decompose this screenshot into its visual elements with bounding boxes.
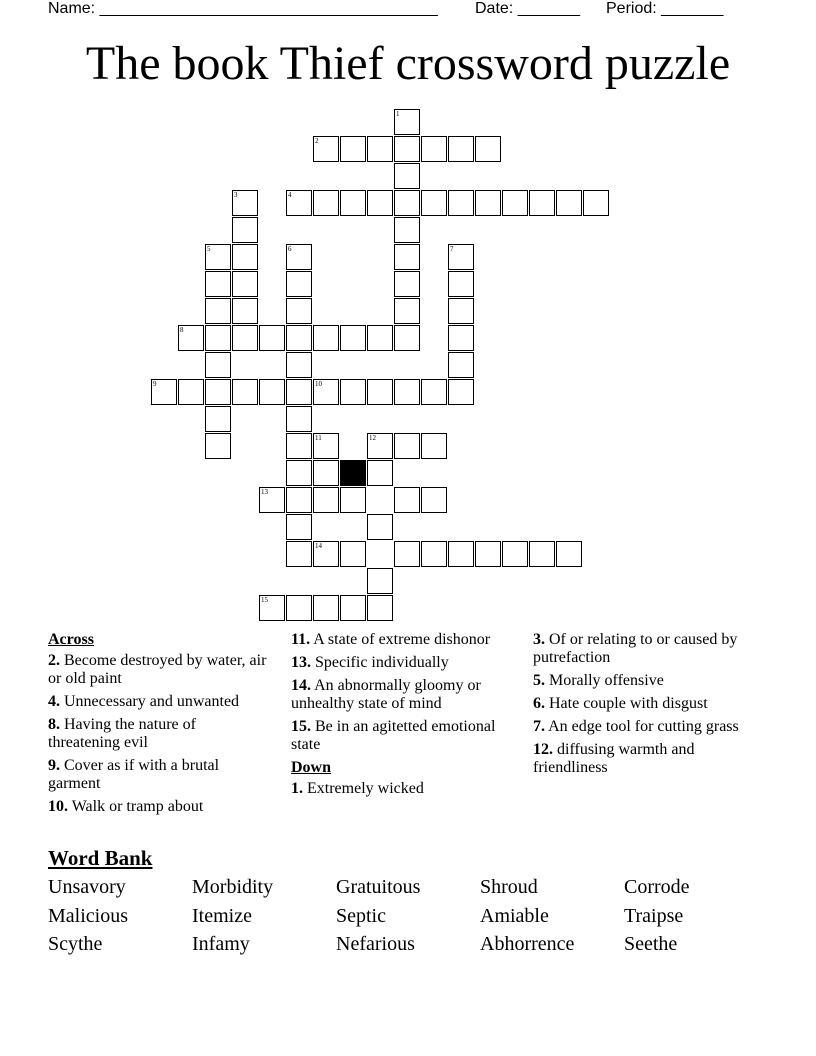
grid-cell[interactable] <box>286 379 312 405</box>
grid-cell[interactable] <box>556 190 582 216</box>
grid-cell[interactable] <box>205 433 231 459</box>
clue-number: 4. <box>48 693 60 710</box>
grid-cell[interactable] <box>583 190 609 216</box>
grid-cell[interactable] <box>556 541 582 567</box>
clue-number: 2. <box>48 652 60 669</box>
clue-text: Having the nature of threatening evil <box>48 716 196 751</box>
clue-number-label: 7 <box>450 245 454 253</box>
grid-cell[interactable] <box>448 541 474 567</box>
grid-cell[interactable] <box>394 136 420 162</box>
word-bank-word: Malicious <box>48 905 128 927</box>
grid-cell[interactable] <box>421 190 447 216</box>
grid-cell[interactable] <box>367 514 393 540</box>
grid-cell[interactable] <box>340 595 366 621</box>
word-bank-word: Abhorrence <box>480 933 575 955</box>
clue-text: Become destroyed by water, air or old paint <box>48 652 267 687</box>
grid-cell[interactable] <box>394 541 420 567</box>
grid-cell[interactable] <box>313 136 339 162</box>
clue-across-14 <box>291 677 519 713</box>
grid-cell[interactable] <box>205 244 231 270</box>
clue-text: Specific individually <box>315 654 449 671</box>
clue-number-label: 13 <box>261 488 268 496</box>
grid-cell[interactable] <box>394 244 420 270</box>
clue-number: 7. <box>533 718 545 735</box>
word-bank-title: Word Bank <box>48 846 153 870</box>
grid-cell[interactable] <box>367 136 393 162</box>
clue-down-12 <box>533 741 755 777</box>
clue-across-15 <box>291 718 519 754</box>
clue-across-9 <box>48 757 270 793</box>
clue-across-8 <box>48 716 270 752</box>
grid-cell[interactable] <box>394 217 420 243</box>
grid-cell[interactable] <box>394 163 420 189</box>
clue-number: 1. <box>291 780 303 797</box>
word-bank-word: Unsavory <box>48 876 126 898</box>
grid-cell[interactable] <box>448 379 474 405</box>
grid-cell[interactable] <box>394 487 420 513</box>
clue-text: Of or relating to or caused by putrefaction <box>533 631 738 666</box>
grid-cell[interactable] <box>529 190 555 216</box>
grid-cell[interactable] <box>502 541 528 567</box>
grid-cell[interactable] <box>529 541 555 567</box>
grid-cell[interactable] <box>448 190 474 216</box>
grid-cell[interactable] <box>394 109 420 135</box>
grid-cell[interactable] <box>313 487 339 513</box>
grid-cell[interactable] <box>232 325 258 351</box>
grid-cell[interactable] <box>394 298 420 324</box>
grid-cell[interactable] <box>394 190 420 216</box>
word-bank-word: Scythe <box>48 933 103 955</box>
clue-number-label: 8 <box>180 326 184 334</box>
clue-down-3 <box>533 631 755 667</box>
grid-cell[interactable] <box>286 595 312 621</box>
grid-cell[interactable] <box>421 433 447 459</box>
word-bank-word: Itemize <box>192 905 252 927</box>
grid-cell[interactable] <box>421 541 447 567</box>
grid-cell[interactable] <box>367 433 393 459</box>
clue-number: 6. <box>533 695 545 712</box>
clue-number: 12. <box>533 741 553 758</box>
grid-cell[interactable] <box>286 190 312 216</box>
word-bank-word: Corrode <box>624 876 690 898</box>
grid-cell[interactable] <box>367 325 393 351</box>
clue-text: An edge tool for cutting grass <box>548 718 739 735</box>
grid-cell[interactable] <box>232 298 258 324</box>
grid-cell[interactable] <box>475 541 501 567</box>
grid-cell[interactable] <box>448 244 474 270</box>
period-field[interactable]: Period: _______ <box>606 0 724 17</box>
clue-across-2 <box>48 652 270 688</box>
clue-number-label: 11 <box>315 434 322 442</box>
clue-down-1 <box>291 780 519 798</box>
grid-cell[interactable] <box>367 190 393 216</box>
grid-cell[interactable] <box>475 190 501 216</box>
clue-number-label: 2 <box>315 137 319 145</box>
grid-cell[interactable] <box>394 325 420 351</box>
clue-number: 9. <box>48 757 60 774</box>
clue-text: Unnecessary and unwanted <box>64 693 240 710</box>
word-bank-word: Nefarious <box>336 933 415 955</box>
clue-number-label: 3 <box>234 191 238 199</box>
grid-cell[interactable] <box>259 325 285 351</box>
clue-down-6 <box>533 695 755 713</box>
grid-cell[interactable] <box>340 541 366 567</box>
clue-text: Morally offensive <box>549 672 664 689</box>
grid-cell[interactable] <box>232 217 258 243</box>
word-bank-word: Amiable <box>480 905 549 927</box>
grid-cell[interactable] <box>367 379 393 405</box>
grid-cell[interactable] <box>313 190 339 216</box>
grid-cell[interactable] <box>394 433 420 459</box>
clue-number: 14. <box>291 677 311 694</box>
clue-number-label: 14 <box>315 542 322 550</box>
clue-number: 13. <box>291 654 311 671</box>
clue-number: 10. <box>48 798 68 815</box>
clue-text: An abnormally gloomy or unhealthy state of mind <box>291 677 481 712</box>
clue-number: 11. <box>291 631 311 648</box>
black-cell <box>340 460 366 486</box>
grid-cell[interactable] <box>313 433 339 459</box>
clue-text: Extremely wicked <box>307 780 424 797</box>
grid-cell[interactable] <box>205 406 231 432</box>
puzzle-title: The book Thief crossword puzzle <box>85 37 731 90</box>
grid-cell[interactable] <box>178 379 204 405</box>
grid-cell[interactable] <box>394 271 420 297</box>
clue-text: Walk or tramp about <box>71 798 204 815</box>
word-bank-word: Infamy <box>192 933 250 955</box>
clue-number-label: 15 <box>261 596 268 604</box>
grid-cell[interactable] <box>367 568 393 594</box>
grid-cell[interactable] <box>340 487 366 513</box>
clue-number-label: 9 <box>153 380 157 388</box>
clue-number: 8. <box>48 716 60 733</box>
clue-down-7 <box>533 718 755 736</box>
clue-number: 15. <box>291 718 311 735</box>
grid-cell[interactable] <box>313 325 339 351</box>
word-bank-word: Morbidity <box>192 876 274 898</box>
grid-cell[interactable] <box>421 379 447 405</box>
clue-across-4 <box>48 693 270 711</box>
grid-cell[interactable] <box>394 379 420 405</box>
grid-cell[interactable] <box>259 595 285 621</box>
grid-cell[interactable] <box>502 190 528 216</box>
clue-text: diffusing warmth and friendliness <box>533 741 695 776</box>
grid-cell[interactable] <box>448 136 474 162</box>
clue-across-10 <box>48 798 270 816</box>
clue-number-label: 4 <box>288 191 292 199</box>
grid-cell[interactable] <box>286 244 312 270</box>
grid-cell[interactable] <box>205 352 231 378</box>
grid-cell[interactable] <box>205 379 231 405</box>
grid-cell[interactable] <box>340 190 366 216</box>
grid-cell[interactable] <box>340 136 366 162</box>
grid-cell[interactable] <box>259 379 285 405</box>
grid-cell[interactable] <box>448 271 474 297</box>
grid-cell[interactable] <box>232 379 258 405</box>
clue-text: Cover as if with a brutal garment <box>48 757 220 792</box>
name-field[interactable]: Name: ______________________________________ <box>48 0 438 17</box>
grid-cell[interactable] <box>340 379 366 405</box>
down-heading: Down <box>291 759 332 776</box>
word-bank-word: Traipse <box>624 905 684 927</box>
across-heading: Across <box>48 631 94 648</box>
student-info-header <box>48 0 768 20</box>
grid-cell[interactable] <box>286 514 312 540</box>
clue-column-3 <box>533 631 755 782</box>
clue-number: 3. <box>533 631 545 648</box>
grid-cell[interactable] <box>313 595 339 621</box>
grid-cell[interactable] <box>448 325 474 351</box>
grid-cell[interactable] <box>340 325 366 351</box>
grid-cell[interactable] <box>367 460 393 486</box>
grid-cell[interactable] <box>232 244 258 270</box>
grid-cell[interactable] <box>151 379 177 405</box>
clue-column-2 <box>291 631 519 803</box>
grid-cell[interactable] <box>178 325 204 351</box>
grid-cell[interactable] <box>421 136 447 162</box>
clue-number-label: 5 <box>207 245 211 253</box>
clue-number-label: 12 <box>369 434 376 442</box>
grid-cell[interactable] <box>448 298 474 324</box>
grid-cell[interactable] <box>205 271 231 297</box>
clue-number-label: 6 <box>288 245 292 253</box>
grid-cell[interactable] <box>232 271 258 297</box>
grid-cell[interactable] <box>367 595 393 621</box>
word-bank-word: Gratuitous <box>336 876 421 898</box>
grid-cell[interactable] <box>421 487 447 513</box>
word-bank-word: Septic <box>336 905 386 927</box>
grid-cell[interactable] <box>286 487 312 513</box>
grid-cell[interactable] <box>286 352 312 378</box>
grid-cell[interactable] <box>205 298 231 324</box>
clue-text: Be in an agitetted emotional state <box>291 718 496 753</box>
clue-number: 5. <box>533 672 545 689</box>
clue-number-label: 10 <box>315 380 322 388</box>
grid-cell[interactable] <box>259 487 285 513</box>
clue-across-13 <box>291 654 519 672</box>
grid-cell[interactable] <box>313 379 339 405</box>
grid-cell[interactable] <box>313 460 339 486</box>
grid-cell[interactable] <box>286 433 312 459</box>
clue-text: A state of extreme dishonor <box>313 631 491 648</box>
grid-cell[interactable] <box>286 298 312 324</box>
date-field[interactable]: Date: _______ <box>475 0 580 17</box>
grid-cell[interactable] <box>286 541 312 567</box>
grid-cell[interactable] <box>286 460 312 486</box>
clue-number-label: 1 <box>396 110 400 118</box>
clue-down-5 <box>533 672 755 690</box>
grid-cell[interactable] <box>286 271 312 297</box>
grid-cell[interactable] <box>448 352 474 378</box>
word-bank-word: Seethe <box>624 933 678 955</box>
grid-cell[interactable] <box>232 190 258 216</box>
word-bank-word: Shroud <box>480 876 538 898</box>
grid-cell[interactable] <box>475 136 501 162</box>
grid-cell[interactable] <box>313 541 339 567</box>
clue-across-11 <box>291 631 519 649</box>
clue-text: Hate couple with disgust <box>549 695 708 712</box>
grid-cell[interactable] <box>205 325 231 351</box>
grid-cell[interactable] <box>286 406 312 432</box>
grid-cell[interactable] <box>286 325 312 351</box>
clue-column-1 <box>48 631 270 821</box>
